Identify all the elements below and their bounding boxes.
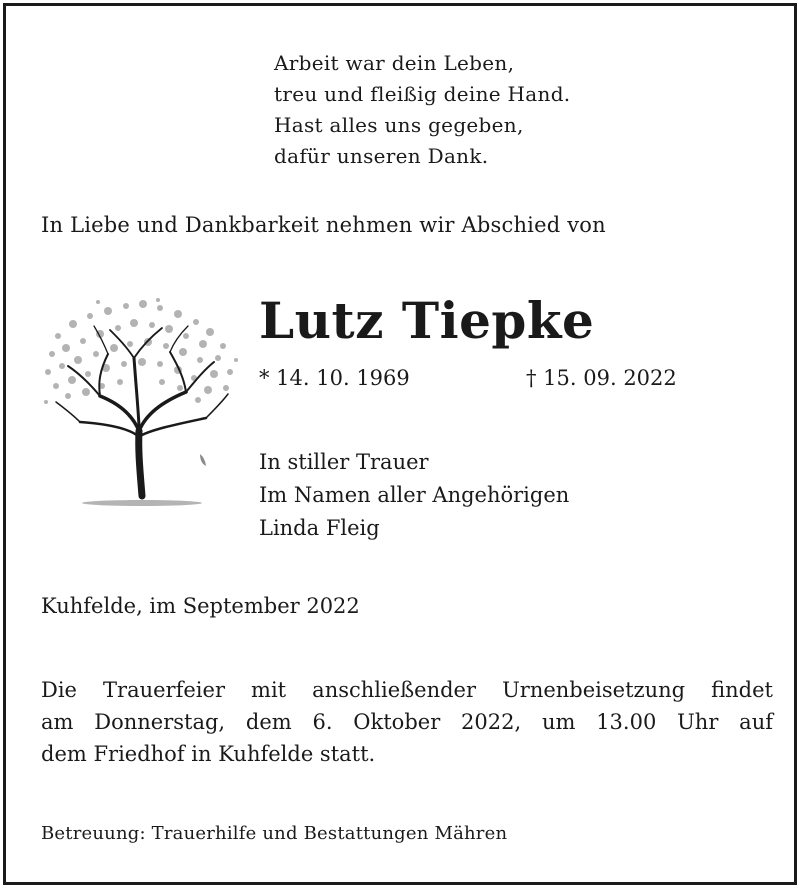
ceremony-line: dem Friedhof in Kuhfelde statt. — [41, 742, 376, 766]
death-date: † 15. 09. 2022 — [526, 366, 677, 390]
mourners-line: In stiller Trauer — [259, 450, 429, 474]
falling-leaf — [200, 454, 206, 466]
tree-branches — [56, 326, 228, 496]
place-date: Kuhfelde, im September 2022 — [41, 594, 360, 618]
obituary-card — [3, 3, 797, 885]
tree-ground — [82, 500, 202, 506]
intro-text: In Liebe und Dankbarkeit nehmen wir Abschied von — [41, 213, 606, 237]
ceremony-info — [41, 674, 773, 770]
ceremony-line: am Donnerstag, dem 6. Oktober 2022, um 13.00 Uhr auf — [41, 710, 773, 734]
birth-date: * 14. 10. 1969 — [259, 366, 410, 390]
undertaker-note: Betreuung: Trauerhilfe und Bestattungen Mähren — [41, 823, 508, 844]
tree-icon — [38, 296, 243, 516]
deceased-name: Lutz Tiepke — [259, 291, 595, 350]
ceremony-line: Die Trauerfeier mit anschließender Urnenbeisetzung findet — [41, 678, 773, 702]
poem-line: dafür unseren Dank. — [274, 144, 489, 168]
mourners — [259, 446, 569, 545]
mourners-line: Im Namen aller Angehörigen — [259, 483, 570, 507]
poem-line: Hast alles uns gegeben, — [274, 113, 524, 137]
poem-line: treu und fleißig deine Hand. — [274, 82, 571, 106]
poem — [274, 48, 570, 172]
tree-leaves — [44, 298, 238, 404]
mourners-line: Linda Fleig — [259, 516, 380, 540]
poem-line: Arbeit war dein Leben, — [274, 51, 515, 75]
